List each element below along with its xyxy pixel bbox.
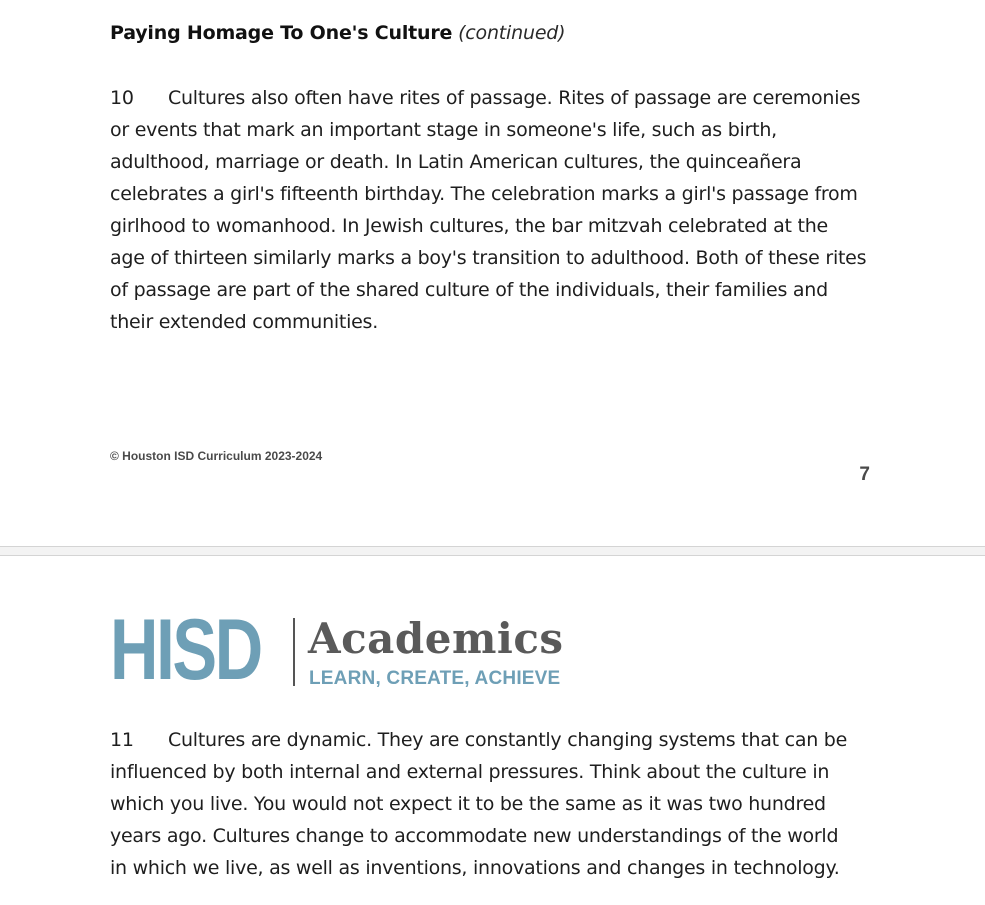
paragraph-line: celebrates a girl's fifteenth birthday. The celebration marks a girl's passage from — [110, 183, 858, 205]
paragraph-line: of passage are part of the shared culture of the individuals, their families and — [110, 279, 828, 301]
paragraph-line: influenced by both internal and external pressures. Think about the culture in — [110, 761, 830, 783]
paragraph-11 — [110, 724, 880, 884]
paragraph-line: in which we live, as well as inventions, innovations and changes in technology. — [110, 857, 840, 879]
paragraph-line: or events that mark an important stage in someone's life, such as birth, — [110, 119, 777, 141]
paragraph-line-text: Cultures also often have rites of passage. Rites of passage are ceremonies — [168, 87, 861, 109]
paragraph-line: age of thirteen similarly marks a boy's transition to adulthood. Both of these rites — [110, 247, 867, 269]
page-separator — [0, 546, 985, 556]
page-number: 7 — [859, 464, 870, 485]
logo-academics-text: Academics — [308, 614, 564, 663]
paragraph-line — [110, 82, 880, 114]
paragraph-number: 10 — [110, 87, 134, 109]
paragraph-line: which you live. You would not expect it to be the same as it was two hundred — [110, 793, 826, 815]
logo-tagline: LEARN, CREATE, ACHIEVE — [309, 668, 561, 689]
heading-title: Paying Homage To One's Culture — [110, 22, 453, 44]
paragraph-line: girlhood to womanhood. In Jewish cultures, the bar mitzvah celebrated at the — [110, 215, 828, 237]
copyright-notice: © Houston ISD Curriculum 2023-2024 — [110, 449, 323, 463]
paragraph-line: adulthood, marriage or death. In Latin American cultures, the quinceañera — [110, 151, 802, 173]
paragraph-line — [110, 724, 880, 756]
paragraph-number: 11 — [110, 729, 134, 751]
logo-divider — [293, 618, 295, 686]
paragraph-10 — [110, 82, 880, 338]
heading-continued: (continued) — [458, 22, 566, 44]
hisd-academics-logo — [110, 602, 570, 698]
logo-hisd-wordmark: HISD — [110, 602, 261, 698]
section-heading — [110, 22, 565, 44]
paragraph-line: years ago. Cultures change to accommodate new understandings of the world — [110, 825, 839, 847]
paragraph-line-text: Cultures are dynamic. They are constantly changing systems that can be — [168, 729, 848, 751]
paragraph-line: their extended communities. — [110, 311, 378, 333]
